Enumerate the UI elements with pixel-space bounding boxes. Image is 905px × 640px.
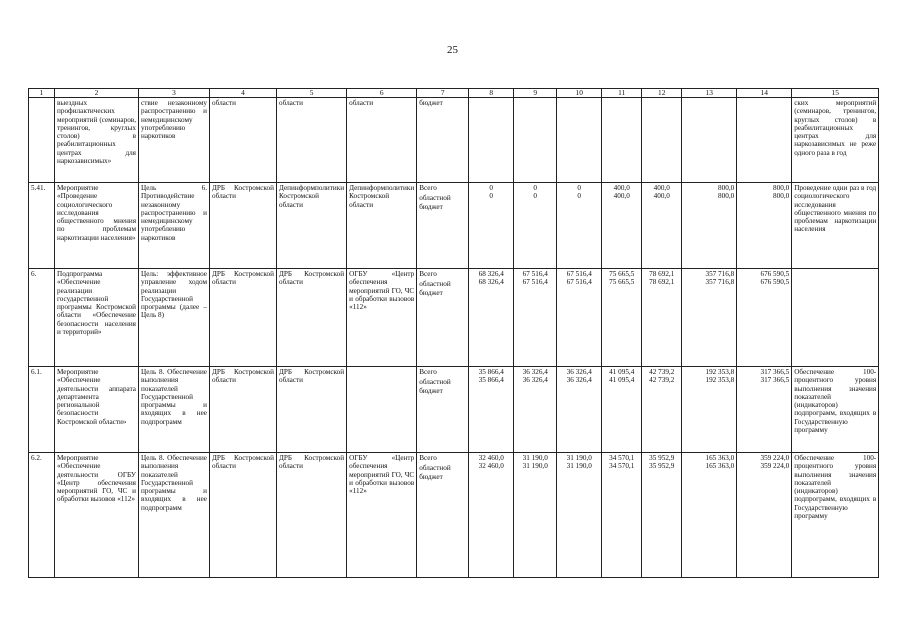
amount-y2020-value: 357 716,8 [705,278,735,287]
row-number [29,98,55,183]
amount-totals [469,367,514,453]
customer: ДРБ Костромской области [210,367,277,453]
column-number: 6 [347,89,417,98]
amount-totals-value: 32 460,0 [478,454,504,462]
amount-y2019 [642,98,682,183]
amount-totals-value: 35 866,4 [478,376,504,385]
funding-source [417,183,469,269]
amount-y2016 [514,367,557,453]
amount-y2017-value: 67 516,4 [566,278,592,287]
amount-totals [469,453,514,578]
amount-y2021 [737,269,792,367]
measure-name: Мероприятие «Проведение социологического исследования общественного мнения по проблемам наркотизации населения» [55,183,139,269]
funding-source [417,269,469,367]
column-number: 3 [139,89,210,98]
customer: области [210,98,277,183]
amount-y2020 [682,367,737,453]
row-number: 6. [29,269,55,367]
amount-totals-value: 35 866,4 [478,368,504,376]
column-number: 7 [417,89,469,98]
row-number: 6.1. [29,367,55,453]
executor [347,367,417,453]
column-number: 10 [557,89,602,98]
table-row [29,367,879,453]
column-number: 13 [682,89,737,98]
amount-y2020 [682,183,737,269]
table-row [29,98,879,183]
amount-y2016 [514,183,557,269]
column-number: 9 [514,89,557,98]
executor: ОГБУ «Центр обеспечения мероприятий ГО, ЧС и обработки вызовов «112» [347,269,417,367]
amount-y2017-value: 0 [577,192,582,201]
amount-y2018-value: 75 665,5 [609,278,635,287]
funding-source [417,453,469,578]
funding-source-value: Всего [419,454,437,462]
column-number: 4 [210,89,277,98]
amount-y2018 [602,183,642,269]
amount-y2016 [514,453,557,578]
amount-y2019-value: 42 739,2 [649,368,675,376]
amount-y2020 [682,269,737,367]
amount-y2018-value: 75 665,5 [609,270,635,278]
amount-y2019 [642,453,682,578]
column-number: 11 [602,89,642,98]
amount-y2019-value: 78 692,1 [649,270,675,278]
funding-source-value: областной бюджет [419,464,451,481]
amount-y2018-value: 34 570,1 [609,462,635,471]
funding-source-value: Всего [419,184,437,192]
amount-y2019-value: 400,0 [653,184,670,192]
coordinator: Депинформполитики Костромской области [277,183,347,269]
amount-y2021-value: 359 224,0 [760,454,790,462]
table-row [29,453,879,578]
amount-y2021 [737,453,792,578]
amount-y2018-value: 41 095,4 [609,376,635,385]
amount-y2021-value: 317 366,5 [760,368,790,376]
amount-y2019-value: 78 692,1 [649,278,675,287]
coordinator: ДРБ Костромской области [277,367,347,453]
funding-source [417,367,469,453]
goal: Цель 6. Противодействие незаконному распространению и немедицинскому употреблению наркотиков [139,183,210,269]
amount-y2020-value: 165 363,0 [705,454,735,462]
amount-y2019 [642,367,682,453]
amount-y2016-value: 31 190,0 [522,454,548,462]
amount-y2016-value: 36 326,4 [522,368,548,376]
amount-totals-value: 32 460,0 [478,462,504,471]
executor: области [347,98,417,183]
funding-source-value: Всего [419,368,437,376]
expected-result: Обеспечение 100-процентного уровня выполнения значения показателей (индикаторов) подпрограмм, входящих в Государственную программу [792,453,879,578]
funding-source [417,98,469,183]
amount-y2017 [557,367,602,453]
amount-y2018-value: 400,0 [613,192,630,201]
amount-totals-value: 68 326,4 [478,278,504,287]
amount-totals-value: 0 [489,184,494,192]
amount-y2021-value: 676 590,5 [760,270,790,278]
amount-y2019-value: 35 952,9 [649,454,675,462]
funding-source-value: областной бюджет [419,378,451,395]
amount-y2020-value: 800,0 [718,184,735,192]
column-number: 5 [277,89,347,98]
amount-y2019-value: 42 739,2 [649,376,675,385]
goal: ствие незаконному распространению и немедицинскому употреблению наркотиков [139,98,210,183]
funding-source-value: областной бюджет [419,280,451,297]
amount-y2018-value: 400,0 [613,184,630,192]
amount-y2017 [557,98,602,183]
amount-totals [469,183,514,269]
column-number: 15 [792,89,879,98]
amount-y2017-value: 31 190,0 [566,462,592,471]
amount-y2021-value: 317 366,5 [760,376,790,385]
amount-y2021 [737,367,792,453]
amount-y2018 [602,98,642,183]
amount-y2021-value: 359 224,0 [760,462,790,471]
table-row [29,269,879,367]
table-body [29,89,879,578]
amount-y2017-value: 36 326,4 [566,368,592,376]
executor: ОГБУ «Центр обеспечения мероприятий ГО, ЧС и обработки вызовов «112» [347,453,417,578]
amount-y2018 [602,367,642,453]
goal: Цель 8. Обеспечение выполнения показателей Государственной программы и входящих в нее подпрограмм [139,453,210,578]
amount-totals [469,98,514,183]
amount-y2019 [642,269,682,367]
amount-y2020-value: 357 716,8 [705,270,735,278]
column-number-row [29,89,879,98]
measure-name: Подпрограмма «Обеспечение реализации государственной программы Костромской области «Обеспечение безопасности населения и территорий» [55,269,139,367]
expected-result: ских мероприятий (семинаров, тренингов, круглых столов) в реабилитационных центрах для наркозависимых не реже одного раза в год [792,98,879,183]
amount-y2018 [602,453,642,578]
amount-y2017-value: 31 190,0 [566,454,592,462]
program-table [28,88,879,578]
amount-y2016 [514,269,557,367]
column-number: 2 [55,89,139,98]
row-number: 6.2. [29,453,55,578]
amount-y2021-value: 676 590,5 [760,278,790,287]
amount-y2018-value: 41 095,4 [609,368,635,376]
amount-totals [469,269,514,367]
amount-y2016-value: 31 190,0 [522,462,548,471]
page-number: 25 [447,44,458,56]
expected-result [792,269,879,367]
measure-name: выездных профилактических мероприятий (семинаров, тренингов, круглых столов) в реабилитационных центрах для наркозависимых» [55,98,139,183]
coordinator: ДРБ Костромской области [277,453,347,578]
amount-y2020 [682,453,737,578]
column-number: 1 [29,89,55,98]
expected-result: Проведение одни раз в год социологического исследования общественного мнения по проблемам наркотизации населения [792,183,879,269]
amount-y2017-value: 36 326,4 [566,376,592,385]
amount-y2017 [557,453,602,578]
coordinator: области [277,98,347,183]
amount-y2017 [557,183,602,269]
customer: ДРБ Костромской области [210,183,277,269]
column-number: 8 [469,89,514,98]
measure-name: Мероприятие «Обеспечение деятельности аппарата департамента региональной безопасности Костромской области» [55,367,139,453]
amount-y2020-value: 192 353,8 [705,376,735,385]
amount-y2021 [737,98,792,183]
amount-y2018 [602,269,642,367]
amount-y2019 [642,183,682,269]
amount-y2017-value: 0 [577,184,582,192]
amount-totals-value: 0 [489,192,494,201]
amount-y2016 [514,98,557,183]
goal: Цель 8. Обеспечение выполнения показателей Государственной программы и входящих в нее подпрограмм [139,367,210,453]
amount-y2017 [557,269,602,367]
amount-y2020-value: 800,0 [718,192,735,201]
customer: ДРБ Костромской области [210,453,277,578]
amount-y2020 [682,98,737,183]
amount-y2019-value: 35 952,9 [649,462,675,471]
goal: Цель: эффективное управление ходом реализации Государственной программы (далее – Цель 8) [139,269,210,367]
table-row [29,183,879,269]
funding-source-value: бюджет [419,99,443,107]
amount-y2018-value: 34 570,1 [609,454,635,462]
expected-result: Обеспечение 100-процентного уровня выполнения значения показателей (индикаторов) подпрограмм, входящих в Государственную программу [792,367,879,453]
amount-y2016-value: 0 [533,184,538,192]
amount-y2016-value: 0 [533,192,538,201]
amount-y2019-value: 400,0 [653,192,670,201]
column-number: 12 [642,89,682,98]
amount-y2021 [737,183,792,269]
amount-y2021-value: 800,0 [773,192,790,201]
measure-name: Мероприятие «Обеспечение деятельности ОГБУ «Центр обеспечения мероприятий ГО, ЧС и обработки вызовов «112» [55,453,139,578]
amount-y2020-value: 165 363,0 [705,462,735,471]
amount-y2020-value: 192 353,8 [705,368,735,376]
funding-source-value: областной бюджет [419,194,451,211]
amount-y2016-value: 67 516,4 [522,278,548,287]
amount-totals-value: 68 326,4 [478,270,504,278]
executor: Депинформполитики Костромской области [347,183,417,269]
amount-y2016-value: 36 326,4 [522,376,548,385]
funding-source-value: Всего [419,270,437,278]
amount-y2016-value: 67 516,4 [522,270,548,278]
customer: ДРБ Костромской области [210,269,277,367]
amount-y2017-value: 67 516,4 [566,270,592,278]
row-number: 5.41. [29,183,55,269]
amount-y2021-value: 800,0 [773,184,790,192]
coordinator: ДРБ Костромской области [277,269,347,367]
column-number: 14 [737,89,792,98]
